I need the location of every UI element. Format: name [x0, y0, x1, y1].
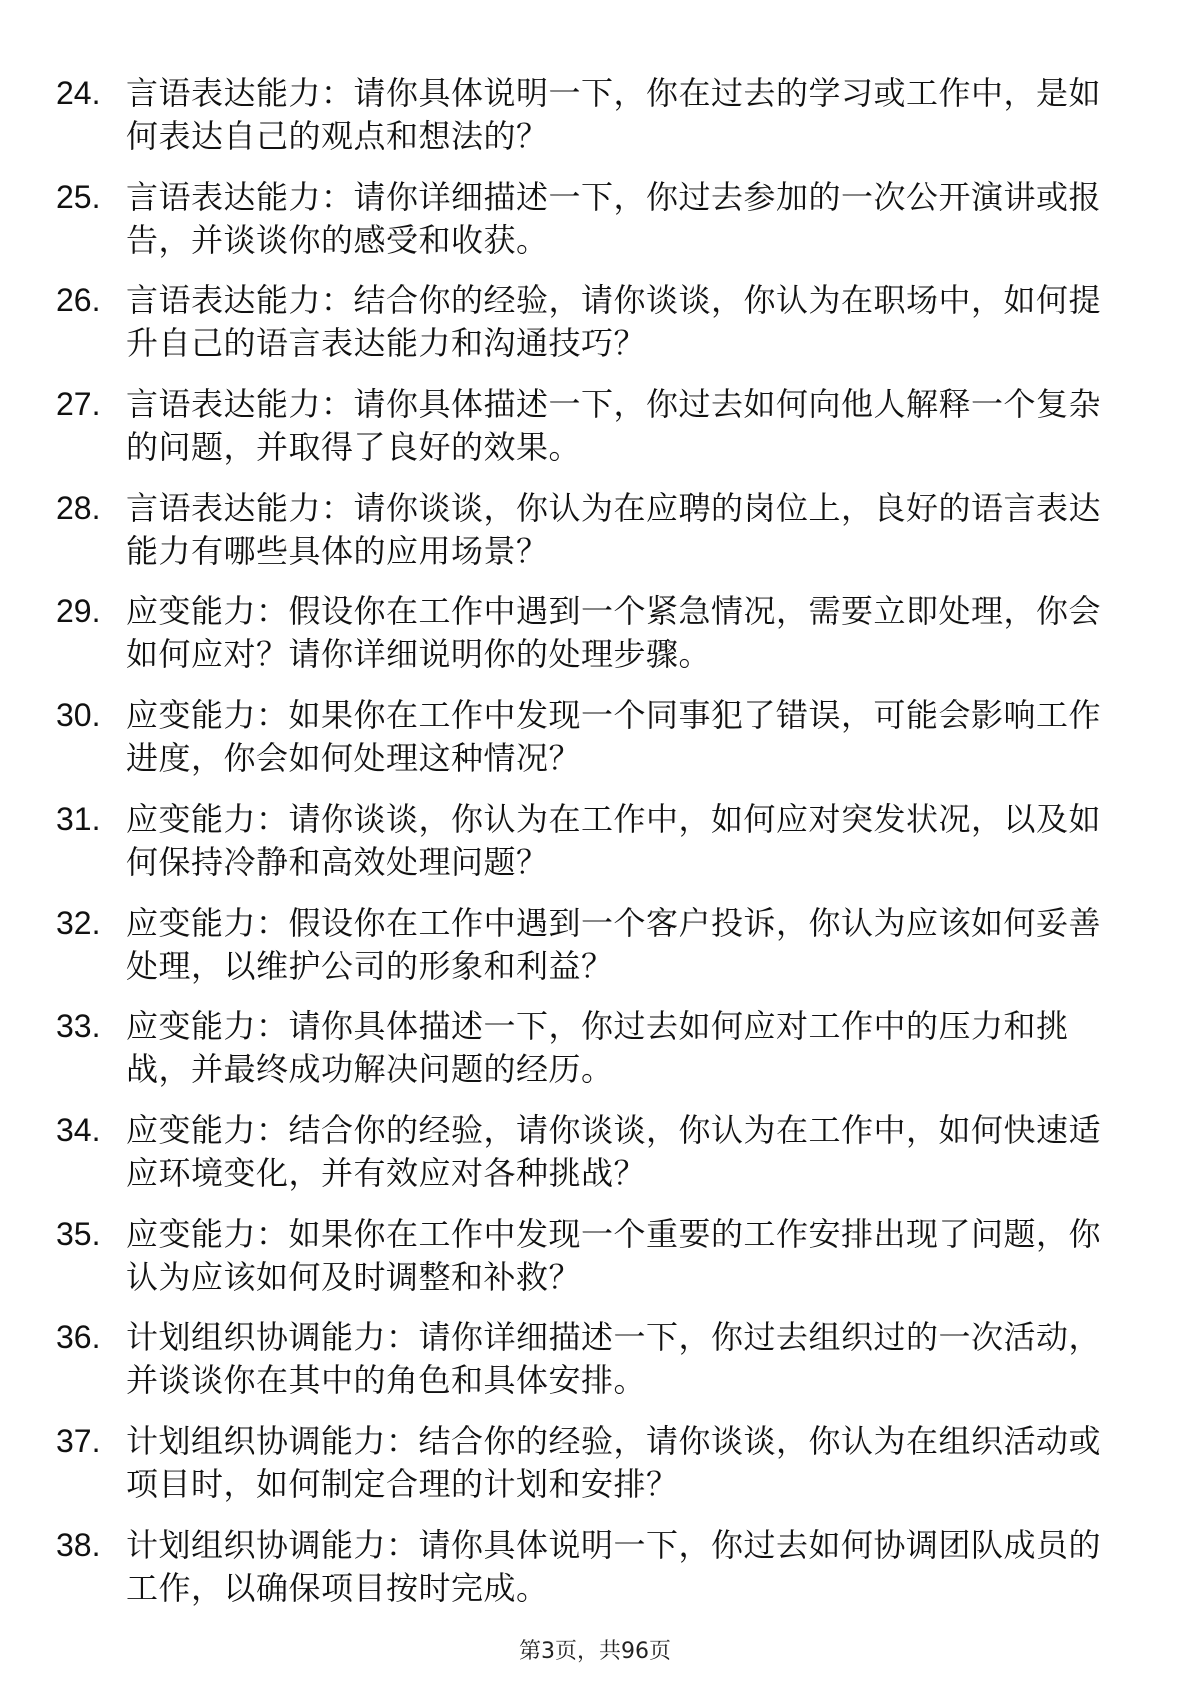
- question-text: 计划组织协调能力：请你详细描述一下，你过去组织过的一次活动，并谈谈你在其中的角色和具体安排。: [126, 1318, 1102, 1400]
- question-item: [56, 798, 1116, 902]
- question-text: 应变能力：假设你在工作中遇到一个客户投诉，你认为应该如何妥善处理，以维护公司的形象和利益？: [126, 903, 1102, 985]
- question-text: 言语表达能力：请你具体说明一下，你在过去的学习或工作中，是如何表达自己的观点和想法的？: [126, 74, 1102, 155]
- question-number: 31.: [56, 800, 101, 837]
- question-item: [56, 1316, 1116, 1420]
- question-text: 言语表达能力：请你具体描述一下，你过去如何向他人解释一个复杂的问题，并取得了良好的效果。: [126, 385, 1102, 467]
- question-text: 应变能力：如果你在工作中发现一个同事犯了错误，可能会影响工作进度，你会如何处理这种情况？: [126, 696, 1102, 778]
- question-item: [56, 279, 1116, 383]
- question-text: 应变能力：请你具体描述一下，你过去如何应对工作中的压力和挑战，并最终成功解决问题的经历。: [126, 1007, 1069, 1089]
- question-number: 29.: [56, 593, 101, 630]
- question-list: [56, 72, 1116, 1627]
- question-item: [56, 590, 1116, 694]
- question-item: [56, 1213, 1116, 1317]
- question-number: 37.: [56, 1422, 101, 1459]
- question-item: [56, 694, 1116, 798]
- question-text: 应变能力：请你谈谈，你认为在工作中，如何应对突发状况，以及如何保持冷静和高效处理问题？: [126, 799, 1102, 881]
- page-footer: 第3页，共96页: [519, 1639, 671, 1664]
- question-item: [56, 176, 1116, 280]
- question-item: [56, 1524, 1116, 1628]
- question-text: 应变能力：结合你的经验，请你谈谈，你认为在工作中，如何快速适应环境变化，并有效应对各种挑战？: [126, 1110, 1102, 1192]
- question-number: 36.: [56, 1319, 101, 1356]
- question-number: 25.: [56, 178, 101, 215]
- question-text: 言语表达能力：请你谈谈，你认为在应聘的岗位上，良好的语言表达能力有哪些具体的应用场景？: [126, 488, 1102, 570]
- question-text: 计划组织协调能力：结合你的经验，请你谈谈，你认为在组织活动或项目时，如何制定合理的计划和安排？: [126, 1421, 1102, 1503]
- question-number: 30.: [56, 697, 101, 734]
- question-number: 38.: [56, 1526, 101, 1563]
- question-text: 言语表达能力：请你详细描述一下，你过去参加的一次公开演讲或报告，并谈谈你的感受和收获。: [126, 177, 1102, 259]
- question-number: 24.: [56, 75, 101, 111]
- question-text: 应变能力：假设你在工作中遇到一个紧急情况，需要立即处理，你会如何应对？请你详细说明你的处理步骤。: [126, 592, 1102, 674]
- question-text: 应变能力：如果你在工作中发现一个重要的工作安排出现了问题，你认为应该如何及时调整和补救？: [126, 1214, 1102, 1296]
- question-text: 言语表达能力：结合你的经验，请你谈谈，你认为在职场中，如何提升自己的语言表达能力和沟通技巧？: [126, 281, 1102, 363]
- question-number: 26.: [56, 282, 101, 319]
- question-number: 33.: [56, 1008, 101, 1045]
- question-item: [56, 1005, 1116, 1109]
- question-item: [56, 902, 1116, 1006]
- question-item: [56, 1420, 1116, 1524]
- question-item: [56, 1109, 1116, 1213]
- question-number: 27.: [56, 386, 101, 423]
- question-item: [56, 487, 1116, 591]
- question-item: [56, 72, 1116, 176]
- question-number: 34.: [56, 1111, 101, 1148]
- question-text: 计划组织协调能力：请你具体说明一下，你过去如何协调团队成员的工作，以确保项目按时完成。: [126, 1525, 1102, 1607]
- question-number: 28.: [56, 489, 101, 526]
- question-number: 35.: [56, 1215, 101, 1252]
- question-number: 32.: [56, 904, 101, 941]
- question-item: [56, 383, 1116, 487]
